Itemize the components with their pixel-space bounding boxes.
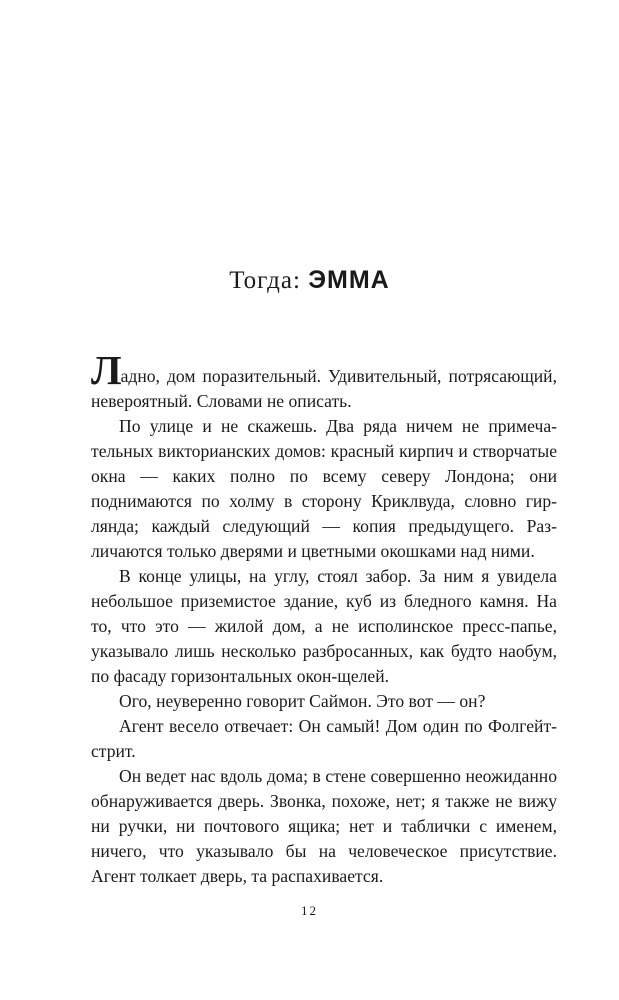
paragraph-1-text: адно, дом поразительный. Удивительный, потрясающий, невероятный. Словами не описать. bbox=[91, 366, 557, 411]
chapter-title bbox=[0, 266, 619, 295]
paragraph-3: В конце улицы, на углу, стоял забор. За ним я увидела небольшое приземистое здание, куб из бледного камня. На то, что это — жилой дом, а не исполинское пресс-папье, указывало лишь несколько разбросанных, как будто наобум, по фасаду горизонтальных окон-щелей. bbox=[91, 566, 557, 686]
paragraph-4: Ого, неуверенно говорит Саймон. Это вот — он? bbox=[119, 691, 486, 711]
page-number: 12 bbox=[301, 903, 318, 918]
chapter-name: ЭММА bbox=[308, 266, 390, 294]
paragraph-6: Он ведет нас вдоль дома; в стене совершенно неожиданно обнаруживается дверь. Звонка, похоже, нет; я также не вижу ни ручки, ни почтового ящика; нет и таблички с именем, ничего, что указывало бы на человеческое присутствие. Агент толкает дверь, та распахивается. bbox=[91, 766, 557, 886]
paragraph-5: Агент весело отвечает: Он самый! Дом один по Фолгейт-стрит. bbox=[91, 716, 557, 761]
body-text bbox=[91, 347, 557, 889]
drop-cap: Л bbox=[91, 347, 121, 393]
paragraph-1 bbox=[91, 347, 557, 414]
chapter-prefix: Тогда: bbox=[229, 267, 301, 294]
paragraph-2: По улице и не скажешь. Два ряда ничем не примечательных викторианских домов: красный кирпич и створчатые окна — каких полно по всему северу Лондона; они поднимаются по холму в сторону Криклвуда, словно гирлянда; каждый следующий — копия предыдущего. Различаются только дверями и цветными окошками над ними. bbox=[91, 416, 557, 561]
